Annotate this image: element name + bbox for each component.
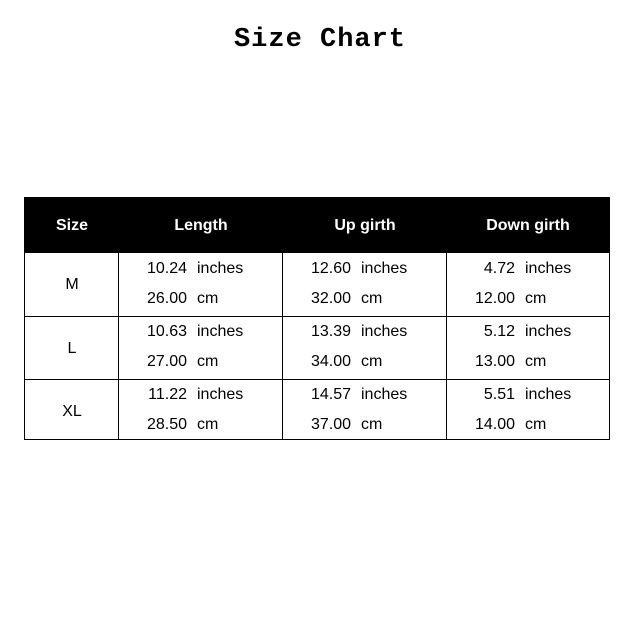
size-cell: L [67, 339, 77, 357]
up-girth-cm [299, 353, 382, 371]
length-cm [135, 416, 218, 434]
up-girth-inches [299, 323, 407, 341]
size-cell: M [65, 275, 79, 293]
column-divider [282, 253, 283, 439]
unit-label: cm [361, 290, 383, 307]
up-girth-cm [299, 416, 382, 434]
column-header-length: Length [174, 217, 228, 234]
value-number: 26.00 [146, 290, 187, 307]
column-header-up-girth: Up girth [334, 217, 396, 234]
value-number: 32.00 [310, 290, 351, 307]
unit-label: inches [525, 386, 572, 403]
column-divider [446, 253, 447, 439]
unit-label: inches [197, 386, 244, 403]
unit-label: inches [361, 386, 408, 403]
unit-label: inches [197, 323, 244, 340]
down-girth-inches [463, 386, 571, 404]
value-number: 4.72 [483, 260, 515, 277]
up-girth-cm [299, 290, 382, 308]
value-number: 14.00 [474, 416, 515, 433]
unit-label: cm [197, 416, 219, 433]
down-girth-inches [463, 323, 571, 341]
unit-label: inches [361, 323, 408, 340]
table-row [25, 253, 609, 316]
table-row [25, 316, 609, 380]
table-header [25, 198, 609, 253]
unit-label: cm [197, 353, 219, 370]
unit-label: inches [525, 260, 572, 277]
column-header-down-girth: Down girth [486, 217, 570, 234]
size-cell: XL [62, 402, 82, 420]
value-number: 37.00 [310, 416, 351, 433]
unit-label: cm [361, 353, 383, 370]
value-number: 34.00 [310, 353, 351, 370]
length-inches [135, 386, 243, 404]
length-inches [135, 323, 243, 341]
length-inches [135, 260, 243, 278]
value-number: 13.39 [310, 323, 351, 340]
value-number: 5.51 [483, 386, 515, 403]
down-girth-inches [463, 260, 571, 278]
length-cm [135, 290, 218, 308]
length-cm [135, 353, 218, 371]
value-number: 14.57 [310, 386, 351, 403]
unit-label: inches [361, 260, 408, 277]
up-girth-inches [299, 260, 407, 278]
value-number: 11.22 [148, 386, 187, 403]
value-number: 10.24 [146, 260, 187, 277]
down-girth-cm [463, 416, 546, 434]
value-number: 5.12 [483, 323, 515, 340]
unit-label: cm [197, 290, 219, 307]
value-number: 10.63 [146, 323, 187, 340]
down-girth-cm [463, 353, 546, 371]
value-number: 12.00 [474, 290, 515, 307]
unit-label: cm [525, 290, 547, 307]
down-girth-cm [463, 290, 546, 308]
value-number: 13.00 [474, 353, 515, 370]
column-header-size: Size [55, 217, 88, 234]
unit-label: cm [361, 416, 383, 433]
value-number: 27.00 [146, 353, 187, 370]
value-number: 28.50 [146, 416, 187, 433]
size-chart-table [24, 197, 610, 440]
page-title: Size Chart [233, 25, 407, 55]
value-number: 12.60 [310, 260, 351, 277]
unit-label: cm [525, 353, 547, 370]
unit-label: inches [525, 323, 572, 340]
up-girth-inches [299, 386, 407, 404]
unit-label: inches [197, 260, 244, 277]
column-divider [118, 253, 119, 439]
table-row [25, 379, 609, 443]
unit-label: cm [525, 416, 547, 433]
